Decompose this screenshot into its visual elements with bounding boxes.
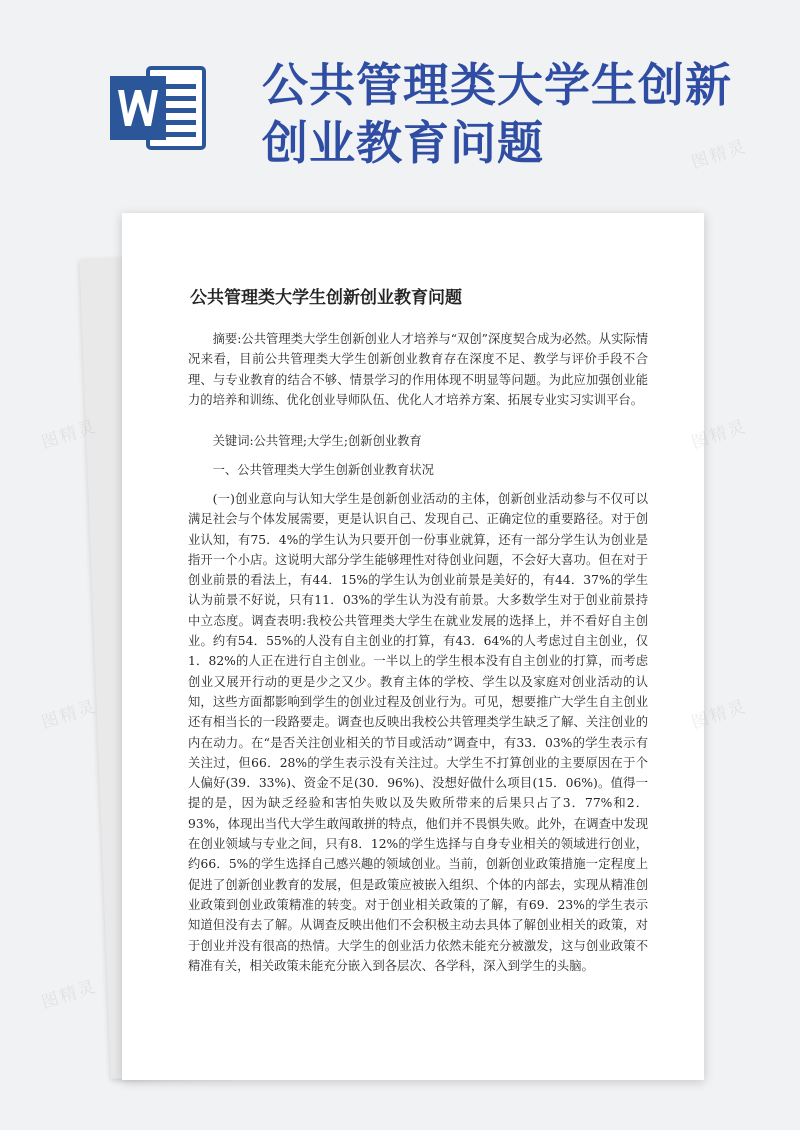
watermark-mark: 图精灵 [689, 416, 750, 454]
document-heading: 公共管理类大学生创新创业教育问题 [262, 58, 732, 170]
word-document-icon [108, 62, 208, 154]
body-paragraph: (一)创业意向与认知大学生是创新创业活动的主体，创新创业活动参与不仅可以满足社会与个体发展需要，更是认识自己、发现自己、正确定位的重要路径。对于创业认知，有75．4%的学生认为只要开创一份事业就算，还有一部分学生认为创业是指开一个小店。这说明大部分学生能够理性对待创业问题，不会好大喜功。但在对于创业前景的看法上，有44．15%的学生认为创业前景是美好的，有44．37%的学生认为前景不好说，只有11．03%的学生认为没有前景。大多数学生对于创业前景持中立态度。调查表明:我校公共管理类大学生在就业发展的选择上，并不看好自主创业。约有54．55%的人没有自主创业的打算，有43．64%的人考虑过自主创业，仅1．82%的人正在进行自主创业。一半以上的学生根本没有自主创业的打算，而考虑创业又展开行动的更是少之又少。教育主体的学校、学生以及家庭对创业活动的认知，这些方面都影响到学生的创业过程及创业行为。可见，想要推广大学生自主创业还有相当长的一段路要走。调查也反映出我校公共管理类学生缺乏了解、关注创业的内在动力。在“是否关注创业相关的节目或活动”调查中，有33．03%的学生表示有关注过，但66．28%的学生表示没有关注过。大学生不打算创业的主要原因在于个人偏好(39．33%)、资金不足(30．96%)、没想好做什么项目(15．06%)。值得一提的是，因为缺乏经验和害怕失败以及失败所带来的后果只占了3．77%和2．93%，体现出当代大学生敢闯敢拼的特点，他们并不畏惧失败。此外，在调查中发现在创业领域与专业之间，只有8．12%的学生选择与自身专业相关的领域进行创业，约66．5%的学生选择自己感兴趣的领域创业。当前，创新创业政策措施一定程度上促进了创新创业教育的发展，但是政策应被嵌入组织、个体的内部去，实现从精准创业政策到创业政策精准的转变。对于创业相关政策的了解，有69．23%的学生表示知道但没有去了解。从调查反映出他们不会积极主动去具体了解创业相关的政策，对于创业并没有很高的热情。大学生的创业活力依然未能充分被激发，这与创业政策不精准有关，相关政策未能充分嵌入到各层次、各学科，深入到学生的头脑。 [188, 492, 648, 973]
keywords-paragraph: 关键词:公共管理;大学生;创新创业教育 [212, 434, 422, 448]
watermark-mark: 图精灵 [39, 976, 100, 1014]
document-page [122, 213, 704, 1080]
page-header [0, 0, 800, 200]
watermark-mark: 图精灵 [39, 696, 100, 734]
watermark-mark: 图精灵 [689, 696, 750, 734]
document-title: 公共管理类大学生创新创业教育问题 [190, 288, 462, 308]
watermark-mark: 图精灵 [689, 136, 750, 174]
watermark-mark: 图精灵 [39, 416, 100, 454]
section-heading: 一、公共管理类大学生创新创业教育状况 [212, 463, 434, 477]
abstract-paragraph: 摘要:公共管理类大学生创新创业人才培养与“双创”深度契合成为必然。从实际情况来看，目前公共管理类大学生创新创业教育存在深度不足、教学与评价手段不合理、与专业教育的结合不够、情景学习的作用体现不明显等问题。为此应加强创业能力的培养和训练、优化创业导师队伍、优化人才培养方案、拓展专业实习实训平台。 [188, 332, 648, 407]
